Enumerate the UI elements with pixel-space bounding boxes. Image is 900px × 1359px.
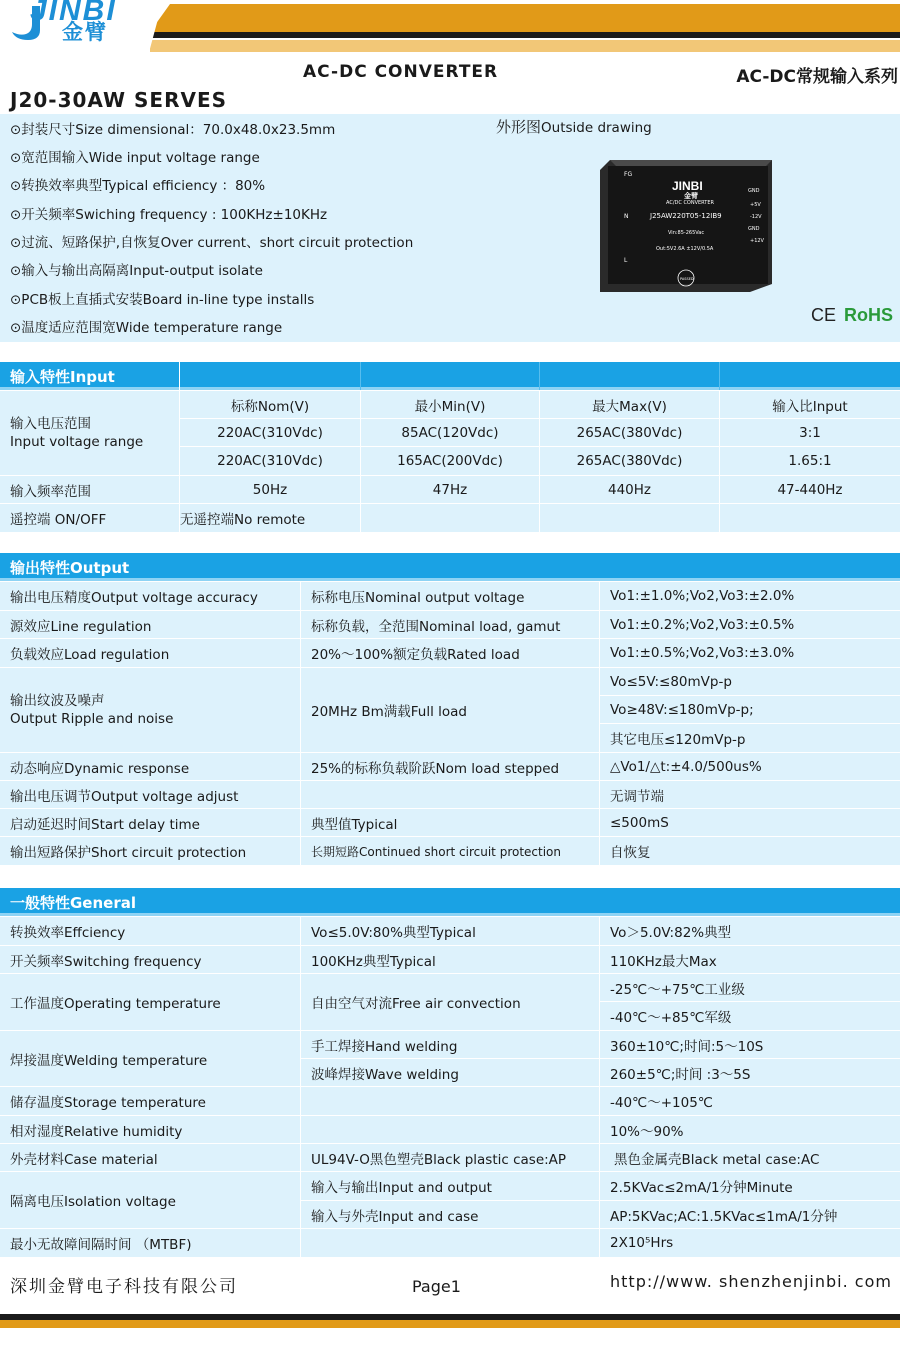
module-out: Out:5V2.6A ±12V/0.5A — [656, 246, 714, 252]
table-cell: 最小无故障间隔时间 （MTBF) — [10, 1237, 192, 1253]
table-cell: 100KHz典型Typical — [311, 953, 436, 970]
table-cell: 负载效应Load regulation — [10, 647, 170, 663]
label-cn: 输入电压范围 — [10, 416, 91, 432]
section-header-output — [0, 553, 900, 581]
table-cell: 自恢复 — [610, 845, 651, 861]
certifications — [811, 305, 893, 326]
table-cell: 其它电压≤120mVp-p — [610, 732, 746, 748]
page-number: Page1 — [412, 1277, 461, 1296]
table-cell: 标称负载，全范围Nominal load, gamut — [311, 618, 561, 635]
table-cell — [301, 1087, 599, 1115]
pin-l-label: L — [624, 257, 628, 264]
table-cell: 自由空气对流Free air convection — [311, 996, 521, 1012]
table-cell: 波峰焊接Wave welding — [311, 1066, 459, 1083]
feature-item: ⊙宽范围输入Wide input voltage range — [10, 150, 260, 166]
company-logo — [6, 0, 156, 42]
series-name: J20-30AW SERVES — [10, 88, 228, 112]
table-cell: 1.65:1 — [788, 453, 832, 469]
pin-n-label: N — [624, 213, 629, 220]
table-cell: 启动延迟时间Start delay time — [10, 816, 200, 833]
table-cell: 50Hz — [252, 481, 288, 498]
pin-gnd2-label: GND — [748, 226, 760, 232]
table-cell: Vo≤5.0V:80%典型Typical — [311, 925, 476, 941]
product-type-title: AC-DC CONVERTER — [303, 62, 499, 82]
table-cell: Vo＞5.0V:82%典型 — [610, 925, 732, 941]
label-en: Input voltage range — [10, 434, 144, 450]
table-cell — [301, 1229, 599, 1257]
section-title: 输出特性Output — [10, 559, 130, 577]
table-cell: 无调节端 — [610, 788, 664, 805]
table-cell: Vo≤5V:≤80mVp-p — [610, 673, 732, 690]
pin-fg-label: FG — [624, 171, 633, 178]
table-cell: 输入与输出Input and output — [311, 1180, 492, 1196]
table-cell: 输出短路保护Short circuit protection — [10, 845, 247, 861]
header-stripes — [150, 0, 900, 60]
outline-title-en: Outside drawing — [541, 120, 652, 136]
table-cell: 2.5KVac≤2mA/1分钟Minute — [610, 1180, 793, 1196]
input-freq-label: 输入频率范围 — [10, 483, 91, 500]
module-subtitle: AC/DC CONVERTER — [666, 200, 714, 206]
table-cell: -40℃～+105℃ — [610, 1095, 713, 1111]
table-cell: 25%的标称负载阶跃Nom load stepped — [311, 760, 560, 777]
table-cell: 相对湿度Relative humidity — [10, 1123, 183, 1140]
footer-bar-orange — [0, 1320, 900, 1328]
module-model: J25AW220T05-12IB9 — [650, 212, 722, 220]
table-cell: 输出电压精度Output voltage accuracy — [10, 590, 258, 606]
remote-label: 遥控端 ON/OFF — [10, 512, 107, 528]
logo-text-cn: 金臂 — [62, 20, 108, 44]
table-cell: 220AC(310Vdc) — [217, 424, 323, 441]
section-title: 一般特性General — [10, 894, 136, 912]
table-cell: 转换效率Effciency — [10, 925, 126, 941]
logo-text-en: JINBI — [30, 0, 117, 27]
table-cell: 输出电压调节Output voltage adjust — [10, 788, 239, 805]
series-type-title: AC-DC常规输入系列 — [736, 67, 898, 87]
feature-item: ⊙开关频率Swiching frequency : 100KHz±10KHz — [10, 207, 328, 223]
table-cell: Vo1:±0.2%;Vo2,Vo3:±0.5% — [610, 616, 795, 633]
table-cell: Vo1:±1.0%;Vo2,Vo3:±2.0% — [610, 588, 795, 604]
feature-item: ⊙封装尺寸Size dimensional：70.0x48.0x23.5mm — [10, 122, 336, 138]
table-cell: -25℃～+75℃工业级 — [610, 981, 745, 998]
table-cell: △Vo1/△t:±4.0/500us% — [610, 758, 762, 775]
table-cell: 165AC(200Vdc) — [397, 453, 503, 469]
qc-badge-text: PASSED — [680, 277, 694, 281]
feature-item: ⊙输入与输出高隔离Input-output isolate — [10, 263, 263, 279]
outline-drawing-title — [496, 116, 652, 137]
feature-item: ⊙温度适应范围宽Wide temperature range — [10, 320, 283, 336]
table-cell: 储存温度Storage temperature — [10, 1095, 206, 1111]
section-title: 输入特性Input — [10, 368, 115, 386]
pin-p12v-label: +12V — [750, 238, 764, 244]
table-cell: -40℃～+85℃军级 — [610, 1010, 732, 1026]
module-vin: Vin:85-265Vac — [668, 230, 705, 236]
col-header-ratio: 输入比Input — [772, 398, 848, 415]
feature-item: ⊙转换效率典型Typical efficiency ：80% — [10, 178, 266, 194]
table-cell: 265AC(380Vdc) — [576, 453, 683, 469]
table-cell: UL94V-O黑色塑壳Black plastic case:AP — [311, 1151, 567, 1168]
table-cell: ≤500mS — [610, 814, 669, 831]
table-cell: Vo≥48V:≤180mVp-p; — [610, 701, 754, 718]
table-cell: Vo1:±0.5%;Vo2,Vo3:±3.0% — [610, 645, 795, 661]
feature-item: ⊙过流、短路保护,自恢复Over current、short circuit protection — [10, 235, 414, 251]
table-cell: 47-440Hz — [777, 481, 843, 498]
label-cn: 输出纹波及噪声 — [10, 693, 105, 709]
general-table — [0, 917, 900, 1257]
table-cell: 外壳材料Case material — [10, 1151, 158, 1168]
remote-value: 无遥控端No remote — [180, 512, 306, 528]
table-cell: 440Hz — [607, 481, 651, 498]
table-cell: 长期短路Continued short circuit protection — [311, 844, 562, 859]
table-cell: 220AC(310Vdc) — [217, 453, 323, 469]
table-cell: 典型值Typical — [311, 816, 398, 833]
col-header-min: 最小Min(V) — [414, 398, 486, 415]
table-cell: 工作温度Operating temperature — [10, 996, 221, 1012]
table-cell: 3:1 — [799, 424, 821, 441]
table-cell: 85AC(120Vdc) — [401, 424, 499, 441]
table-cell: 20%～100%额定负载Rated load — [311, 647, 520, 663]
output-table — [0, 582, 900, 865]
company-name: 深圳金臂电子科技有限公司 — [10, 1277, 238, 1297]
table-cell: 焊接温度Welding temperature — [10, 1052, 208, 1069]
pin-gnd-label: GND — [748, 188, 760, 194]
table-cell: 265AC(380Vdc) — [576, 424, 683, 441]
input-table — [0, 391, 900, 532]
table-cell: 360±10℃;时间:5～10S — [610, 1038, 764, 1055]
table-cell — [301, 1116, 599, 1143]
table-cell: 10%～90% — [610, 1123, 684, 1140]
table-cell: 动态响应Dynamic response — [10, 760, 190, 777]
table-cell: 开关频率Switching frequency — [10, 953, 202, 970]
table-cell: 手工焊接Hand welding — [311, 1038, 458, 1055]
section-header-general — [0, 888, 900, 916]
table-cell: 源效应Line regulation — [10, 618, 152, 635]
table-cell — [301, 781, 599, 808]
table-cell: 隔离电压Isolation voltage — [10, 1194, 176, 1210]
module-outline-drawing — [600, 160, 772, 292]
outline-title-cn: 外形图 — [496, 118, 542, 136]
feature-item: ⊙PCB板上直插式安装Board in-line type installs — [10, 292, 315, 308]
table-cell: 260±5℃;时间 :3～5S — [610, 1066, 751, 1083]
col-header-max: 最大Max(V) — [592, 398, 667, 415]
website-link[interactable]: http://www. shenzhenjinbi. com — [610, 1272, 892, 1291]
pin-m12v-label: -12V — [750, 214, 762, 220]
ce-mark: CE — [811, 305, 837, 325]
col-header-nom: 标称Nom(V) — [230, 398, 310, 415]
module-brand-cn: 金臂 — [684, 192, 698, 200]
table-cell: 黑色金属壳Black metal case:AC — [614, 1151, 820, 1168]
table-cell: 110KHz最大Max — [610, 953, 717, 970]
table-cell: 输入与外壳Input and case — [311, 1208, 479, 1225]
table-cell: 标称电压Nominal output voltage — [311, 590, 525, 606]
pin-5v-label: +5V — [750, 202, 761, 208]
module-brand: JINBI — [672, 179, 703, 193]
input-range-label — [0, 391, 179, 475]
label-en: Output Ripple and noise — [10, 711, 174, 727]
table-cell: 47Hz — [432, 481, 468, 498]
table-cell: 2X10⁵Hrs — [610, 1235, 674, 1251]
table-cell: 20MHz Bm满载Full load — [311, 704, 467, 720]
ripple-label — [0, 668, 300, 752]
section-header-input — [0, 362, 900, 390]
rohs-mark: RoHS — [844, 305, 894, 325]
table-cell: AP:5KVac;AC:1.5KVac≤1mA/1分钟 — [610, 1208, 838, 1225]
